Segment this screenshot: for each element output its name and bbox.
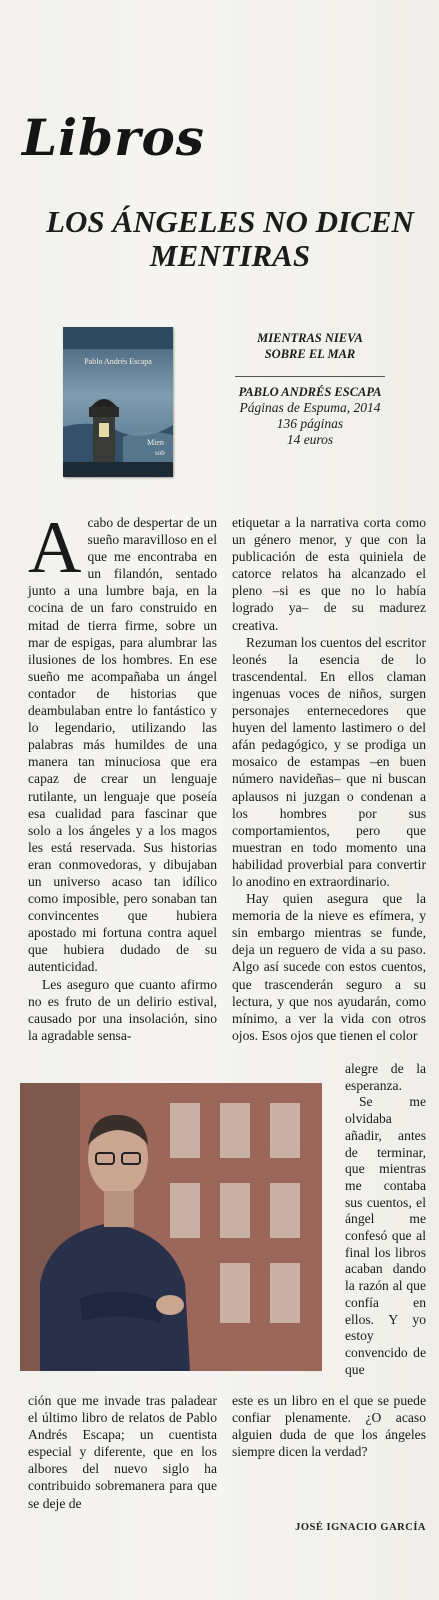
svg-text:Mien: Mien — [147, 438, 164, 447]
paragraph: cabo de despertar de un sueño maravilloso en el que me encontraba en un filandón, sentado junto a una lumbre baja, en la cocina de un faro construido en mitad de tierra firme, sobre un mar de espigas, para alumbrar las ilusiones de los hombres. En ese sueño me acompañaba un ángel contador de historias que deambulaban entre lo fantástico y lo legendario, utilizando las palabras más humildes de una manera tan minuciosa que era capaz de crear un lenguaje rutilante, un lenguaje que poseía esa cualidad para fascinar que solo a los ángeles y a los magos les está reservada. Sus historias eran conmovedoras, y dibujaban un universo acaso tan idílico como imposible, pero sonaban tan convincentes que hubiera apostado mi fortuna contra aquel que hubiera dudado de su autenticidad. — [28, 515, 217, 975]
author-photo-image — [20, 1083, 322, 1371]
book-info — [210, 330, 410, 448]
paragraph: este es un libro en el que se puede confiar plenamente. ¿O acaso alguien duda de que los ángeles siempre dicen la verdad? — [232, 1393, 426, 1460]
paragraph: etiquetar a la narrativa corta como un género menor, y que con la publicación de esta quiniela de catorce relatos ha alcanzado el pleno –si es que no lo había logrado ya– de su madurez creativa. — [232, 515, 426, 633]
article-column-2-bottom — [232, 1392, 426, 1460]
divider — [235, 376, 385, 377]
article-column-1-bottom — [28, 1392, 217, 1512]
article-column-1 — [28, 507, 217, 1044]
paragraph: ción que me invade tras paladear el último libro de relatos de Pablo Andrés Escapa; un cuentista especial y diferente, que en los albores del nuevo siglo ha contribuido sobremanera para que se deje de — [28, 1393, 217, 1511]
book-title-line2: SOBRE EL MAR — [264, 347, 356, 361]
book-author: PABLO ANDRÉS ESCAPA — [238, 385, 382, 399]
paragraph: Rezuman los cuentos del escritor leonés la esencia de lo trascendental. En ellos claman ingenuas voces de niños, surgen personajes enternecedores que huyen del lamento lastimero o del afán pedagógico, y se prodiga un mosaico de estampas –en buen número navideñas– que ni buscan aplausos ni juzgan o condenan a los hombres por sus comportamientos, pero que muestran en todo momento una habilidad proverbial para convertir lo anodino en extraordinario. — [232, 634, 426, 889]
book-cover — [63, 327, 173, 477]
author-photo — [20, 1083, 322, 1371]
article-column-2-narrow — [345, 1061, 426, 1378]
author-signature: JOSÉ IGNACIO GARCÍA — [295, 1522, 426, 1533]
section-title: Libros — [22, 108, 205, 167]
paragraph: Se me olvidaba añadir, antes de terminar, que mientras me contaba sus cuentos, el ángel me confesó que al final los libros acaban dando la razón al que confía en ellos. Y yo estoy convencido de que — [345, 1094, 426, 1377]
article-column-2 — [232, 514, 426, 1044]
cover-author: Pablo Andrés Escapa — [84, 357, 152, 366]
book-pages: 136 páginas — [276, 416, 344, 431]
book-price: 14 euros — [286, 432, 334, 447]
book-publisher: Páginas de Espuma, 2014 — [239, 400, 381, 415]
paragraph: alegre de la esperanza. — [345, 1061, 426, 1093]
drop-cap: A — [28, 507, 82, 589]
headline: LOS ÁNGELES NO DICEN MENTIRAS — [46, 204, 414, 273]
svg-text:sob: sob — [155, 449, 165, 457]
paragraph: Les aseguro que cuanto afirmo no es fruto de un delirio estival, causado por una insolación, sino la agradable sensa- — [28, 976, 217, 1043]
book-title-line1: MIENTRAS NIEVA — [257, 331, 363, 345]
book-cover-image — [63, 327, 173, 477]
paragraph: Hay quien asegura que la memoria de la nieve es efímera, y sin embargo mientras se funde, deja un reguero de vida a su paso. Algo así sucede con estos cuentos, que trascenderán seguro a su lectura, y que nos ayudarán, como mínimo, a ver la vida con otros ojos. Esos ojos que tienen el color — [232, 891, 426, 1043]
